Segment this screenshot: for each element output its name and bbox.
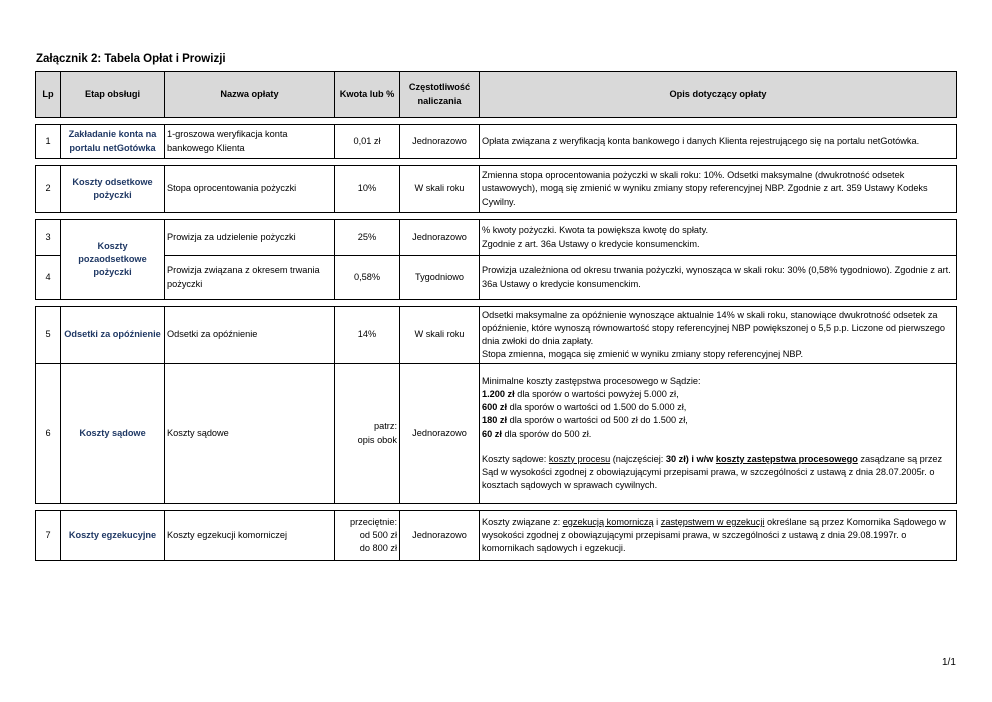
table-row [36,166,957,213]
row-description [480,511,957,561]
tier-amount: 180 zł [482,415,508,426]
document-title: Załącznik 2: Tabela Opłat i Prowizji [36,53,226,65]
row-fee-name: Stopa oprocentowania pożyczki [165,166,335,213]
description-intro: Minimalne koszty zastępstwa procesowego w Sądzie: [482,376,701,387]
row-stage: Koszty pozaodsetkowe pożyczki [61,220,165,300]
text-span: Koszty związane z: [482,516,563,527]
row-fee-name: Odsetki za opóźnienie [165,307,335,364]
text-bold: ) i w/w [685,453,716,464]
table-row [36,256,957,300]
row-description [480,307,957,364]
row-frequency: Tygodniowo [400,256,480,300]
link-zastepstwo-w-egzekucji[interactable]: zastępstwem w egzekucji [660,516,765,527]
row-description: Prowizja uzależniona od okresu trwania pożyczki, wynosząca w skali roku: 30% (0,58% tygodniowo). Zgodnie z art. 36a Ustawy o kredycie konsumenckim. [480,256,957,300]
text-bold: 30 zł [665,453,686,464]
table-row [36,511,957,561]
row-lp: 7 [36,511,61,561]
text-span: i [653,516,661,527]
cost-tier [482,414,954,427]
row-lp: 2 [36,166,61,213]
amount-line: przeciętnie: [350,516,397,527]
tier-amount: 60 zł [482,428,502,439]
text-span: (najczęściej: [610,453,666,464]
row-fee-name: Prowizja związana z okresem trwania pożyczki [165,256,335,300]
row-description [480,220,957,256]
text-span: określane są przez Komornika Sądowego w wysokości zgodnej z obowiązującymi przepisami prawa, w szczególności z ustawą z dnia 29.08.1997r. o komornikach sądowych i egzekucji. [482,516,946,554]
row-stage: Koszty sądowe [61,364,165,504]
row-amount [335,364,400,504]
header-frequency: Częstotliwość naliczania [400,72,480,118]
row-amount: 0,01 zł [335,125,400,159]
header-stage: Etap obsługi [61,72,165,118]
row-amount: 0,58% [335,256,400,300]
row-lp: 3 [36,220,61,256]
row-frequency: Jednorazowo [400,511,480,561]
row-description: Opłata związana z weryfikacją konta bankowego i danych Klienta rejestrującego się na portalu netGotówka. [480,125,957,159]
table-row [36,364,957,504]
row-frequency: Jednorazowo [400,220,480,256]
header-description: Opis dotyczący opłaty [480,72,957,118]
cost-tier [482,428,954,441]
row-lp: 1 [36,125,61,159]
tier-amount: 1.200 zł [482,389,515,400]
row-stage: Koszty egzekucyjne [61,511,165,561]
row-amount [335,511,400,561]
row-amount: 10% [335,166,400,213]
row-stage: Koszty odsetkowe pożyczki [61,166,165,213]
header-amount: Kwota lub % [335,72,400,118]
row-description [480,364,957,504]
row-stage: Zakładanie konta na portalu netGotówka [61,125,165,159]
row-stage: Odsetki za opóźnienie [61,307,165,364]
row-fee-name: Koszty egzekucji komorniczej [165,511,335,561]
row-lp: 6 [36,364,61,504]
cost-tier [482,388,954,401]
link-koszty-procesu[interactable]: koszty procesu [548,453,611,464]
table-row [36,307,957,364]
row-lp: 5 [36,307,61,364]
text-span: Koszty sądowe: [482,453,549,464]
table-row [36,125,957,159]
description-line: % kwoty pożyczki. Kwota ta powiększa kwotę do spłaty. [482,225,709,236]
row-description: Zmienna stopa oprocentowania pożyczki w skali roku: 10%. Odsetki maksymalne (dwukrotność odsetek ustawowych), mogą się zmienić w wyniku zmiany stopy referencyjnej NBP. Zgodnie z art. 359 Ustawy Kodeks Cywilny. [480,166,957,213]
link-egzekucja-komornicza[interactable]: egzekucją komorniczą [562,516,654,527]
row-frequency: Jednorazowo [400,125,480,159]
amount-line: opis obok [357,434,397,445]
row-frequency: W skali roku [400,166,480,213]
fees-table [35,71,957,561]
table-header-row [36,72,957,118]
tier-text: dla sporów o wartości powyżej 5.000 zł, [514,389,679,400]
row-frequency: W skali roku [400,307,480,364]
amount-line: patrz: [374,421,397,432]
tier-amount: 600 zł [482,402,508,413]
row-lp: 4 [36,256,61,300]
tier-text: dla sporów do 500 zł. [501,428,592,439]
row-fee-name: Prowizja za udzielenie pożyczki [165,220,335,256]
description-line: Stopa zmienna, mogąca się zmienić w wyniku zmiany stopy referencyjnej NBP. [482,349,804,360]
link-koszty-zastepstwa[interactable]: koszty zastępstwa procesowego [715,453,858,464]
text-span: zasądzane są przez Sąd w wysokości zgodnej z obowiązującymi przepisami prawa, w szczególności z ustawą z dnia 28.07.2005r. o kosztach sądowych w sprawach cywilnych. [482,453,943,490]
row-amount: 14% [335,307,400,364]
table-row [36,220,957,256]
header-lp: Lp [36,72,61,118]
row-amount: 25% [335,220,400,256]
page-number: 1/1 [942,657,956,668]
row-frequency: Jednorazowo [400,364,480,504]
header-fee-name: Nazwa opłaty [165,72,335,118]
cost-tier [482,401,954,414]
row-fee-name: 1-groszowa weryfikacja konta bankowego Klienta [165,125,335,159]
amount-line: do 800 zł [359,543,397,554]
amount-line: od 500 zł [359,529,397,540]
tier-text: dla sporów o wartości od 500 zł do 1.500 zł, [507,415,688,426]
tier-text: dla sporów o wartości od 1.500 do 5.000 zł, [507,402,687,413]
description-line: Zgodnie z art. 36a Ustawy o kredycie konsumenckim. [482,238,700,249]
description-line: Odsetki maksymalne za opóźnienie wynoszące aktualnie 14% w skali roku, stanowiące dwukrotność odsetek za opóźnienie, które wynoszą równowartość stopy referencyjnej NBP powiększonej o 5,5 p.p. Liczone od pierwszego dnia zwłoki do dnia zapłaty. [482,309,946,346]
court-costs-paragraph [482,453,954,492]
row-fee-name: Koszty sądowe [165,364,335,504]
